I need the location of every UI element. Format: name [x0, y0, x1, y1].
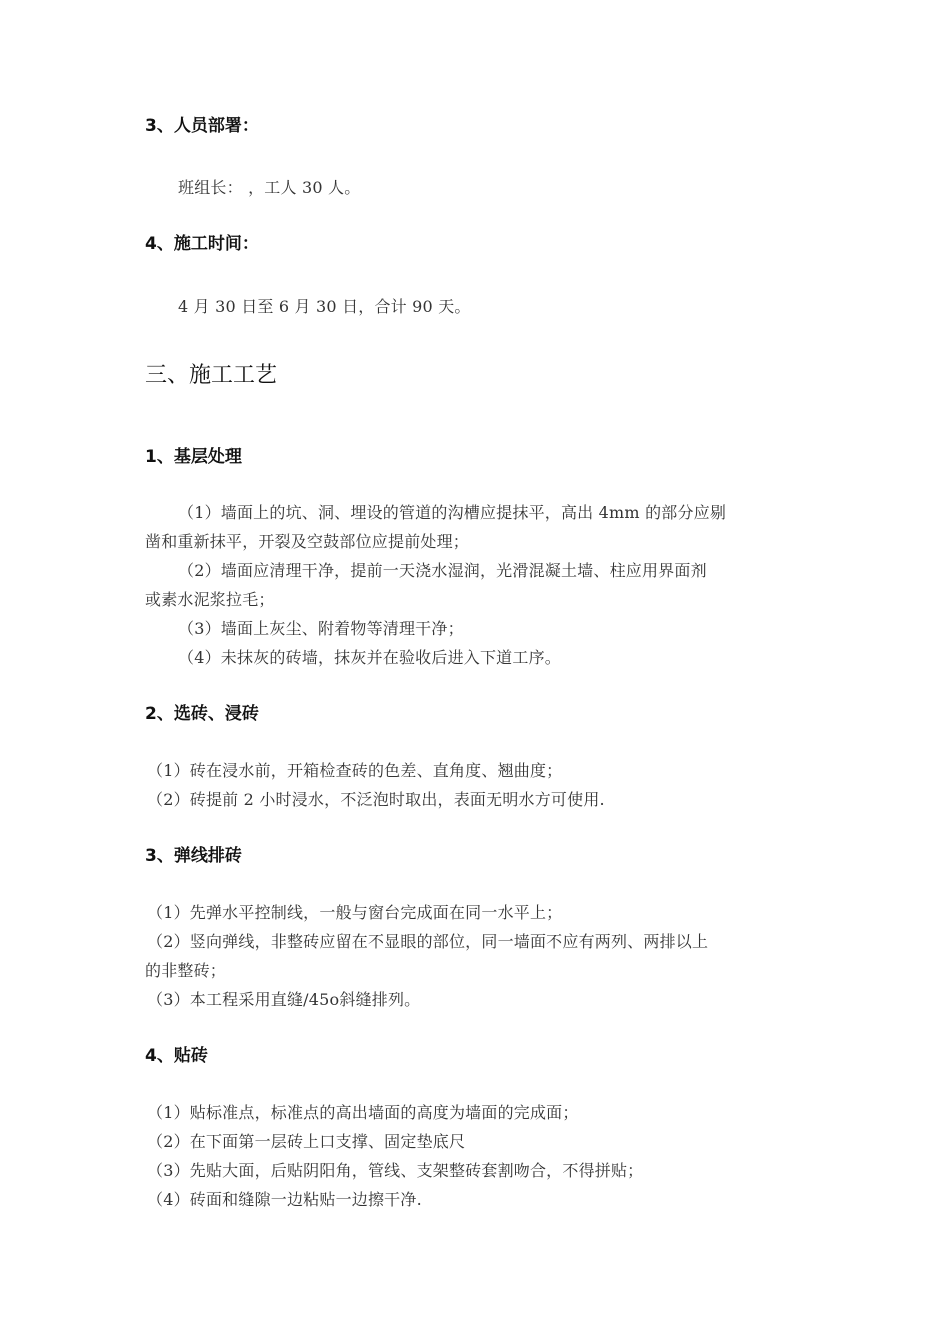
layout-item-2-line-2: 的非整砖；	[145, 961, 227, 980]
tiling-item-2: （2）在下面第一层砖上口支撑、固定垫底尺	[147, 1132, 466, 1151]
layout-item-1: （1）先弹水平控制线，一般与窗台完成面在同一水平上；	[147, 903, 563, 922]
select-item-1: （1）砖在浸水前，开箱检查砖的色差、直角度、翘曲度；	[147, 761, 563, 780]
layout-heading: 3、弹线排砖	[145, 846, 242, 866]
staffing-heading: 3、人员部署：	[145, 116, 259, 136]
base-item-1-line-2: 凿和重新抹平，开裂及空鼓部位应提前处理；	[145, 532, 470, 551]
tiling-item-1: （1）贴标准点，标准点的高出墙面的高度为墙面的完成面；	[147, 1103, 579, 1122]
layout-item-2-line-1: （2）竖向弹线，非整砖应留在不显眼的部位，同一墙面不应有两列、两排以上	[147, 932, 709, 951]
base-item-4: （4）未抹灰的砖墙，抹灰并在验收后进入下道工序。	[178, 648, 561, 667]
schedule-heading: 4、施工时间：	[145, 234, 259, 254]
staffing-text: 班组长： ，工人 30 人。	[178, 178, 361, 197]
base-item-2-line-2: 或素水泥浆拉毛；	[145, 590, 275, 609]
select-item-2: （2）砖提前 2 小时浸水，不泛泡时取出，表面无明水方可使用.	[147, 790, 605, 809]
tiling-item-3: （3）先贴大面，后贴阴阳角，管线、支架整砖套割吻合，不得拼贴；	[147, 1161, 644, 1180]
base-item-1-line-1: （1）墙面上的坑、洞、埋设的管道的沟槽应提抹平，高出 4mm 的部分应剔	[178, 503, 727, 522]
base-treatment-heading: 1、基层处理	[145, 447, 242, 467]
schedule-text: 4 月 30 日至 6 月 30 日，合计 90 天。	[178, 297, 471, 316]
base-item-2-line-1: （2）墙面应清理干净，提前一天浇水湿润，光滑混凝土墙、柱应用界面剂	[178, 561, 707, 580]
layout-item-3: （3）本工程采用直缝/45o斜缝排列。	[147, 990, 421, 1009]
select-soak-heading: 2、选砖、浸砖	[145, 704, 259, 724]
tiling-heading: 4、贴砖	[145, 1046, 208, 1066]
base-item-3: （3）墙面上灰尘、附着物等清理干净；	[178, 619, 464, 638]
tiling-item-4: （4）砖面和缝隙一边粘贴一边擦干净.	[147, 1190, 422, 1209]
section-title: 三、施工工艺	[145, 363, 278, 388]
